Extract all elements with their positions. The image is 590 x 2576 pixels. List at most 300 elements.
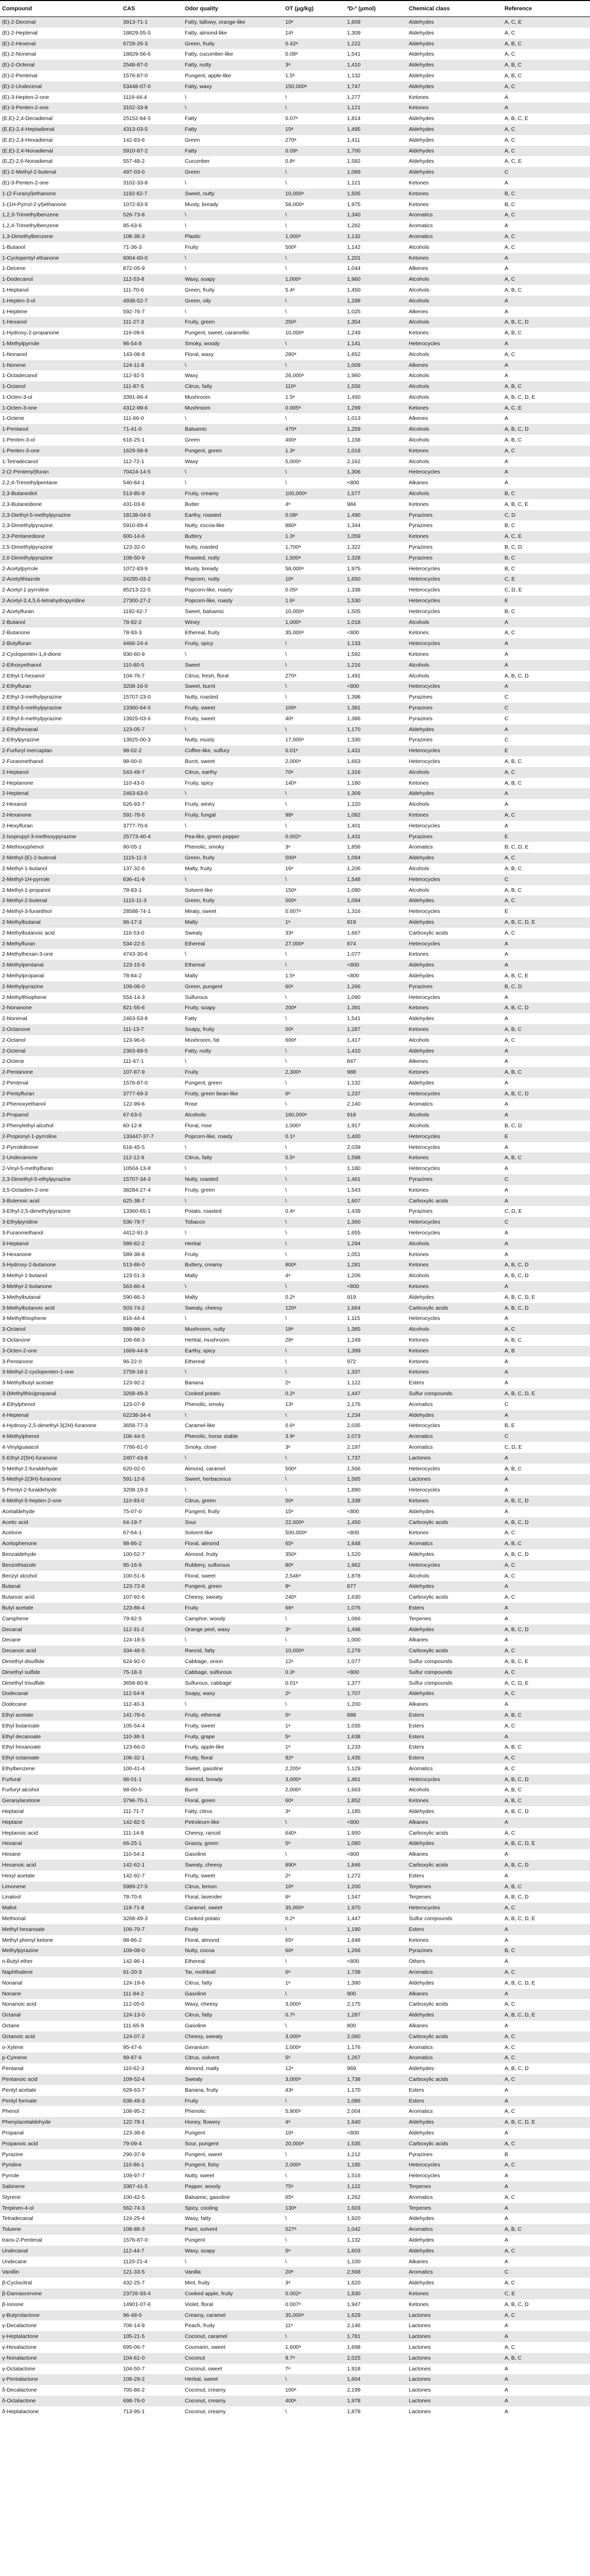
- table-row: [0, 1624, 590, 1635]
- cell-cas: 592-76-7: [123, 308, 145, 315]
- cell-reference: A, B, C, D, E: [505, 1840, 535, 1847]
- cell-retention-index: 1,431: [347, 748, 361, 754]
- cell-cas: 123-92-2: [123, 1380, 145, 1386]
- cell-cas: 5910-87-2: [123, 147, 148, 154]
- cell-cas: 111-87-5: [123, 383, 144, 390]
- cell-reference: C: [505, 715, 509, 722]
- cell-chemical-class: Heterocycles: [409, 2173, 440, 2179]
- cell-odor-quality: Fatty: [185, 126, 197, 132]
- cell-chemical-class: Alkenes: [409, 308, 428, 315]
- cell-compound: 2-Ethyl-6-methylpyrazine: [2, 715, 62, 722]
- table-row: [0, 1003, 590, 1013]
- cell-odor-quality: Fatty, nutty: [185, 1047, 212, 1054]
- cell-reference: B, C, D: [505, 983, 522, 990]
- table-row: [0, 981, 590, 992]
- table-row: [0, 714, 590, 724]
- cell-odor-quality: Balsamic: [185, 426, 207, 433]
- cell-reference: A: [505, 1872, 509, 1879]
- cell-odor-threshold: 58,000ᵃ: [285, 565, 304, 572]
- cell-compound: (E,Z)-2,6-Nonadienal: [2, 158, 53, 165]
- table-row: [0, 467, 590, 478]
- cell-odor-threshold: \: [285, 822, 287, 829]
- cell-odor-quality: Vanilla: [185, 2269, 201, 2276]
- cell-reference: A, C: [505, 1905, 515, 1911]
- table-row: [0, 60, 590, 71]
- cell-retention-index: 1,094: [347, 855, 361, 861]
- table-row: [0, 2053, 590, 2063]
- cell-chemical-class: Alcohols: [409, 769, 429, 775]
- cell-compound: Butanal: [2, 1583, 21, 1590]
- cell-odor-quality: \: [185, 469, 186, 476]
- cell-compound: Dodecane: [2, 1701, 27, 1708]
- table-row: [0, 2257, 590, 2267]
- cell-cas: 116-09-6: [123, 330, 145, 336]
- cell-chemical-class: Aromatics: [409, 2194, 433, 2200]
- cell-retention-index: 1,059: [347, 533, 361, 540]
- cell-compound: 3-Butenoic acid: [2, 1197, 40, 1204]
- cell-chemical-class: Heterocycles: [409, 908, 440, 915]
- cell-retention-index: 1,410: [347, 1047, 361, 1054]
- cell-reference: A: [505, 1369, 509, 1376]
- cell-retention-index: 1,089: [347, 169, 361, 176]
- cell-chemical-class: Aldehydes: [409, 1508, 435, 1515]
- cell-retention-index: 1,978: [347, 2397, 361, 2404]
- table-row: [0, 971, 590, 981]
- cell-compound: 3-Octanone: [2, 1337, 30, 1344]
- cell-cas: 18829-56-6: [123, 51, 151, 58]
- cell-chemical-class: Aldehydes: [409, 962, 435, 969]
- cell-retention-index: 1,390: [347, 1979, 361, 1986]
- cell-cas: 66-25-1: [123, 1840, 142, 1847]
- cell-reference: C: [505, 694, 509, 701]
- cell-reference: A: [505, 1283, 509, 1290]
- cell-compound: 5-Pentyl-2-furaldehyde: [2, 1487, 57, 1494]
- cell-reference: A: [505, 2205, 509, 2211]
- table-row: [0, 585, 590, 596]
- cell-cas: 10504-13-8: [123, 1165, 151, 1172]
- cell-retention-index: 1,170: [347, 2087, 361, 2093]
- table-row: [0, 842, 590, 853]
- cell-compound: Hexanoic acid: [2, 1862, 36, 1869]
- cell-retention-index: 1,129: [347, 1765, 361, 1772]
- table-row: [0, 1699, 590, 1710]
- table-row: [0, 1656, 590, 1667]
- table-row: [0, 221, 590, 231]
- cell-odor-threshold: 1.5ᵇ: [285, 72, 295, 79]
- cell-cas: 497-03-0: [123, 169, 145, 176]
- cell-reference: A: [505, 2097, 509, 2104]
- cell-reference: A: [505, 801, 509, 808]
- cell-odor-threshold: 20,000ᵃ: [285, 2140, 304, 2147]
- table-row: [0, 274, 590, 285]
- cell-odor-threshold: 600ᵃ: [285, 1037, 297, 1043]
- cell-reference: B, C, D: [505, 544, 522, 551]
- cell-cas: 100-51-6: [123, 1572, 145, 1579]
- cell-compound: 2-Octanone: [2, 1026, 30, 1032]
- cell-odor-threshold: \: [285, 480, 287, 486]
- cell-cas: 108-29-2: [123, 2376, 145, 2383]
- cell-odor-quality: Buttery: [185, 533, 202, 540]
- cell-chemical-class: Alcohols: [409, 276, 429, 283]
- cell-chemical-class: Aldehydes: [409, 1551, 435, 1557]
- cell-compound: (E,E)-2,4-Hexadienal: [2, 137, 53, 143]
- cell-chemical-class: Aldehydes: [409, 2280, 435, 2286]
- cell-odor-threshold: 33ᵃ: [285, 929, 293, 936]
- cell-retention-index: 1,316: [347, 769, 361, 775]
- table-row: [0, 1506, 590, 1517]
- cell-retention-index: 1,000: [347, 1637, 361, 1643]
- cell-chemical-class: Aromatics: [409, 1101, 433, 1108]
- cell-retention-index: 1,620: [347, 2280, 361, 2286]
- cell-compound: 1-Heptanol: [2, 286, 29, 293]
- cell-retention-index: 1,604: [347, 2376, 361, 2383]
- cell-odor-threshold: 100,000ᵃ: [285, 490, 307, 497]
- table-row: [0, 2267, 590, 2278]
- cell-cas: 95-47-6: [123, 2044, 142, 2050]
- cell-chemical-class: Carboxylic acids: [409, 929, 448, 936]
- cell-retention-index: 1,461: [347, 1176, 361, 1183]
- cell-retention-index: 1,080: [347, 1840, 361, 1847]
- cell-compound: (E)-3-Hepten-2-one: [2, 94, 49, 100]
- cell-odor-quality: Winey: [185, 619, 200, 625]
- cell-cas: 78-70-6: [123, 1894, 142, 1901]
- cell-odor-quality: Fatty, nutty: [185, 62, 212, 69]
- cell-odor-threshold: 15ᵃ: [285, 126, 293, 132]
- cell-cas: 13360-65-1: [123, 1208, 151, 1215]
- table-row: [0, 553, 590, 564]
- cell-cas: 562-74-3: [123, 2205, 145, 2211]
- cell-compound: 1,3-Dimethylbenzene: [2, 233, 54, 240]
- cell-retention-index: 2,146: [347, 2323, 361, 2329]
- cell-odor-quality: Floral, almond: [185, 1937, 219, 1943]
- table-row: [0, 2310, 590, 2321]
- cell-chemical-class: Aromatics: [409, 2269, 433, 2276]
- cell-cas: 111-66-0: [123, 415, 144, 422]
- cell-odor-quality: Almond, caramel: [185, 1465, 225, 1472]
- cell-odor-threshold: 5ᵃ: [285, 1711, 290, 1718]
- table-row: [0, 2396, 590, 2406]
- cell-odor-threshold: \: [285, 1240, 287, 1247]
- cell-chemical-class: Carboxylic acids: [409, 1519, 448, 1526]
- cell-retention-index: 1,648: [347, 1540, 361, 1547]
- cell-odor-threshold: 500ᵃ: [285, 897, 297, 904]
- table-row: [0, 1078, 590, 1089]
- table-row: [0, 1924, 590, 1935]
- cell-retention-index: 2,035: [347, 1422, 361, 1429]
- cell-chemical-class: Alkanes: [409, 1851, 428, 1858]
- cell-odor-threshold: 26,000ᵃ: [285, 372, 304, 379]
- table-row: [0, 1838, 590, 1849]
- cell-reference: A: [505, 2173, 509, 2179]
- cell-cas: 109-08-0: [123, 983, 145, 990]
- cell-reference: A, B, C: [505, 383, 522, 390]
- cell-reference: A, B, C, D: [505, 1273, 529, 1279]
- cell-odor-quality: Malty, fruity: [185, 865, 212, 872]
- cell-chemical-class: Pyrazines: [409, 554, 433, 561]
- cell-odor-threshold: \: [285, 223, 287, 229]
- cell-compound: 1-Butanol: [2, 244, 25, 250]
- cell-reference: A: [505, 1187, 509, 1193]
- cell-compound: (E)-2-Pentenal: [2, 72, 38, 79]
- cell-chemical-class: Alkenes: [409, 1058, 428, 1065]
- cell-odor-quality: \: [185, 308, 186, 315]
- cell-retention-index: 1,530: [347, 598, 361, 604]
- cell-odor-threshold: 5.5ᵃ: [285, 1155, 295, 1161]
- cell-cas: 112-44-7: [123, 2247, 145, 2254]
- cell-compound: Pentyl acetate: [2, 2087, 37, 2093]
- cell-cas: 589-82-2: [123, 1240, 145, 1247]
- cell-cas: 2363-89-5: [123, 1047, 148, 1054]
- cell-chemical-class: Aldehydes: [409, 1840, 435, 1847]
- cell-odor-threshold: \: [285, 2333, 287, 2340]
- table-row: [0, 2278, 590, 2289]
- cell-reference: A, C: [505, 1755, 515, 1761]
- cell-odor-quality: Coffee-like, sulfury: [185, 748, 230, 754]
- cell-chemical-class: Alcohols: [409, 351, 429, 358]
- cell-odor-quality: \: [185, 1487, 186, 1494]
- cell-compound: Heptanoic acid: [2, 1829, 38, 1836]
- cell-retention-index: 1,738: [347, 1969, 361, 1976]
- cell-odor-threshold: 50ᵃ: [285, 1497, 293, 1504]
- cell-retention-index: 1,498: [347, 1626, 361, 1633]
- cell-chemical-class: Ketones: [409, 533, 429, 540]
- cell-compound: Hexanal: [2, 1840, 22, 1847]
- table-row: [0, 1989, 590, 1999]
- cell-odor-threshold: \: [285, 1958, 287, 1965]
- cell-odor-quality: \: [185, 1230, 186, 1236]
- cell-retention-index: 1,547: [347, 1894, 361, 1901]
- cell-reference: A, C: [505, 2194, 515, 2200]
- cell-odor-threshold: \: [285, 1079, 287, 1086]
- cell-compound: 1-Hydroxy-2-propanone: [2, 330, 59, 336]
- cell-chemical-class: Esters: [409, 1733, 424, 1740]
- cell-cas: 71-36-3: [123, 244, 142, 250]
- cell-cas: 78-92-2: [123, 619, 142, 625]
- cell-compound: 3-Octanol: [2, 1326, 26, 1333]
- cell-odor-quality: \: [185, 1637, 186, 1643]
- cell-cas: 112-53-8: [123, 276, 145, 283]
- cell-odor-threshold: 20ᵃ: [285, 2269, 293, 2276]
- cell-odor-threshold: 1ᵃ: [285, 1744, 290, 1751]
- cell-chemical-class: Aldehydes: [409, 855, 435, 861]
- cell-odor-quality: \: [185, 179, 186, 186]
- cell-odor-threshold: 15ᵃ: [285, 1508, 293, 1515]
- cell-compound: Furfural: [2, 1776, 21, 1783]
- cell-compound: 3-Ethyl-2,5-dimethylpyrazine: [2, 1208, 71, 1215]
- cell-retention-index: 1,667: [347, 929, 361, 936]
- cell-chemical-class: Heterocycles: [409, 940, 440, 947]
- cell-odor-threshold: 9.7ᵃ: [285, 2354, 295, 2361]
- table-row: [0, 478, 590, 488]
- cell-odor-threshold: 10,000ᵃ: [285, 608, 304, 615]
- table-row: [0, 1646, 590, 1656]
- cell-retention-index: 1,201: [347, 255, 361, 261]
- cell-chemical-class: Lactones: [409, 2333, 431, 2340]
- cell-retention-index: <800: [347, 1669, 359, 1675]
- cell-reference: A: [505, 1990, 509, 1997]
- cell-retention-index: 1,548: [347, 876, 361, 883]
- cell-cas: 60-12-8: [123, 1123, 142, 1129]
- cell-retention-index: 1,259: [347, 426, 361, 433]
- cell-odor-threshold: \: [285, 962, 287, 969]
- cell-reference: A: [505, 1615, 509, 1622]
- cell-cas: 5989-27-5: [123, 1883, 148, 1890]
- cell-cas: 111-27-3: [123, 319, 144, 326]
- cell-odor-threshold: 12ᵃ: [285, 1658, 293, 1665]
- cell-reference: A, B, C, D, E: [505, 1916, 535, 1922]
- cell-odor-threshold: \: [285, 2376, 287, 2383]
- cell-retention-index: 2,568: [347, 2269, 361, 2276]
- cell-retention-index: 1,648: [347, 1937, 361, 1943]
- cell-reference: A, B, C: [505, 72, 522, 79]
- cell-cas: 111-84-2: [123, 1990, 144, 1997]
- cell-odor-quality: Waxy, soapy: [185, 2247, 215, 2254]
- cell-chemical-class: Pyrazines: [409, 512, 433, 518]
- cell-compound: 1-Heptene: [2, 308, 28, 315]
- cell-compound: 2-Ethylfuran: [2, 683, 31, 690]
- cell-odor-quality: \: [185, 265, 186, 272]
- cell-retention-index: 1,025: [347, 308, 361, 315]
- table-row: [0, 446, 590, 456]
- cell-reference: A: [505, 415, 509, 422]
- cell-odor-quality: Soapy, fruity: [185, 1026, 215, 1032]
- cell-compound: Limonene: [2, 1883, 26, 1890]
- cell-reference: A, B, C, D, E: [505, 2119, 535, 2126]
- cell-odor-quality: Cheesy, sweaty: [185, 2033, 223, 2040]
- cell-odor-threshold: 5ᵃ: [285, 2247, 290, 2254]
- cell-reference: A: [505, 2236, 509, 2243]
- cell-retention-index: 1,603: [347, 2205, 361, 2211]
- table-row: [0, 360, 590, 371]
- cell-odor-threshold: 75ᵃ: [285, 2183, 293, 2190]
- table-row: [0, 2364, 590, 2375]
- cell-chemical-class: Aldehydes: [409, 126, 435, 132]
- cell-retention-index: <800: [347, 1508, 359, 1515]
- cell-reference: A: [505, 308, 509, 315]
- cell-odor-threshold: 500ᵃ: [285, 855, 297, 861]
- cell-odor-threshold: \: [285, 105, 287, 111]
- cell-retention-index: 1,306: [347, 469, 361, 476]
- cell-compound: (E)-2-Heptenal: [2, 29, 38, 36]
- cell-chemical-class: Alcohols: [409, 1572, 429, 1579]
- cell-chemical-class: Lactones: [409, 2408, 431, 2415]
- cell-chemical-class: Alkanes: [409, 1819, 428, 1825]
- cell-odor-threshold: 0.09ᵃ: [285, 147, 298, 154]
- cell-reference: A: [505, 1454, 509, 1461]
- cell-cas: 78-84-2: [123, 972, 142, 979]
- cell-compound: 2-Ethyl-5-methylpyrazine: [2, 705, 62, 711]
- cell-retention-index: 2,140: [347, 1101, 361, 1108]
- table-row: [0, 263, 590, 274]
- cell-odor-quality: Cooked apple, fruity: [185, 2290, 233, 2297]
- cell-odor-quality: Honey, flowery: [185, 2119, 220, 2126]
- cell-odor-threshold: \: [285, 1926, 287, 1933]
- cell-cas: 79-09-4: [123, 2140, 142, 2147]
- cell-retention-index: 1,337: [347, 1369, 361, 1376]
- cell-reference: A, C: [505, 2001, 515, 2008]
- cell-odor-quality: Pepper, woody: [185, 2183, 221, 2190]
- cell-retention-index: 1,664: [347, 1304, 361, 1311]
- cell-retention-index: 1,381: [347, 705, 361, 711]
- cell-odor-threshold: \: [285, 2236, 287, 2243]
- cell-cas: 112-40-3: [123, 1701, 145, 1708]
- cell-compound: 2-Isopropyl-3-methoxypyrazine: [2, 833, 77, 840]
- cell-retention-index: 2,004: [347, 2108, 361, 2115]
- cell-reference: A, C: [505, 2044, 515, 2050]
- cell-reference: A, B, C, D: [505, 672, 529, 679]
- cell-odor-threshold: \: [285, 297, 287, 304]
- cell-odor-threshold: 350ᵃ: [285, 1551, 297, 1557]
- cell-odor-threshold: 250ᵃ: [285, 319, 297, 326]
- cell-chemical-class: Esters: [409, 1604, 424, 1611]
- cell-compound: 2-Methylthiophene: [2, 994, 47, 1001]
- table-row: [0, 1378, 590, 1388]
- cell-retention-index: 1,266: [347, 983, 361, 990]
- cell-odor-threshold: \: [285, 1358, 287, 1365]
- table-row: [0, 638, 590, 649]
- cell-odor-quality: Gasoline: [185, 1990, 206, 1997]
- table-row: [0, 1260, 590, 1270]
- cell-odor-quality: Rose: [185, 1101, 198, 1108]
- cell-compound: 3-Methylbutanoic acid: [2, 1304, 55, 1311]
- cell-cas: 27300-27-2: [123, 598, 151, 604]
- table-row: [0, 71, 590, 81]
- cell-odor-threshold: 0.01ᵃ: [285, 748, 298, 754]
- cell-chemical-class: Ketones: [409, 1187, 429, 1193]
- cell-compound: 2-Pyrrolidinone: [2, 1144, 39, 1150]
- cell-odor-threshold: 2,300ᵃ: [285, 1069, 301, 1076]
- cell-cas: 123-86-4: [123, 1604, 145, 1611]
- table-row: [0, 2117, 590, 2128]
- cell-chemical-class: Aldehydes: [409, 790, 435, 797]
- cell-reference: A: [505, 2408, 509, 2415]
- cell-odor-quality: Sweet, balsamic: [185, 608, 224, 615]
- cell-chemical-class: Alcohols: [409, 887, 429, 893]
- cell-chemical-class: Heterocycles: [409, 340, 440, 347]
- cell-retention-index: 1,399: [347, 1347, 361, 1354]
- cell-odor-threshold: 0.2ᵃ: [285, 1294, 295, 1300]
- cell-reference: E: [505, 833, 509, 840]
- cell-odor-threshold: 3.9ᵃ: [285, 1433, 295, 1440]
- cell-chemical-class: Aldehydes: [409, 40, 435, 47]
- cell-cas: 1115-11-3: [123, 855, 147, 861]
- cell-odor-threshold: 1,500ᵃ: [285, 554, 301, 561]
- cell-odor-quality: \: [185, 1369, 186, 1376]
- cell-odor-quality: \: [185, 105, 186, 111]
- cell-reference: A, B, C: [505, 1465, 522, 1472]
- cell-odor-quality: Citrus, fresh, floral: [185, 672, 229, 679]
- cell-chemical-class: Aldehydes: [409, 972, 435, 979]
- cell-odor-quality: Sour, pungent: [185, 2140, 219, 2147]
- cell-chemical-class: Ketones: [409, 105, 429, 111]
- cell-chemical-class: Ketones: [409, 1798, 429, 1804]
- cell-chemical-class: Heterocycles: [409, 758, 440, 765]
- cell-odor-quality: Coconut, creamy: [185, 2397, 226, 2404]
- cell-retention-index: 1,330: [347, 737, 361, 743]
- cell-compound: 4-Heptenal: [2, 1412, 29, 1418]
- cell-chemical-class: Aldehydes: [409, 2012, 435, 2019]
- cell-retention-index: 1,086: [347, 2097, 361, 2104]
- cell-retention-index: 1,950: [347, 1829, 361, 1836]
- table-row: [0, 1517, 590, 1528]
- cell-compound: 2-Hexylfuran: [2, 822, 33, 829]
- table-row: [0, 1956, 590, 1967]
- table-row: [0, 2203, 590, 2214]
- cell-compound: 3-Ethylpyridine: [2, 1219, 38, 1226]
- cell-chemical-class: Pyrazines: [409, 522, 433, 529]
- cell-chemical-class: Alcohols: [409, 372, 429, 379]
- cell-compound: Acetophenone: [2, 1540, 37, 1547]
